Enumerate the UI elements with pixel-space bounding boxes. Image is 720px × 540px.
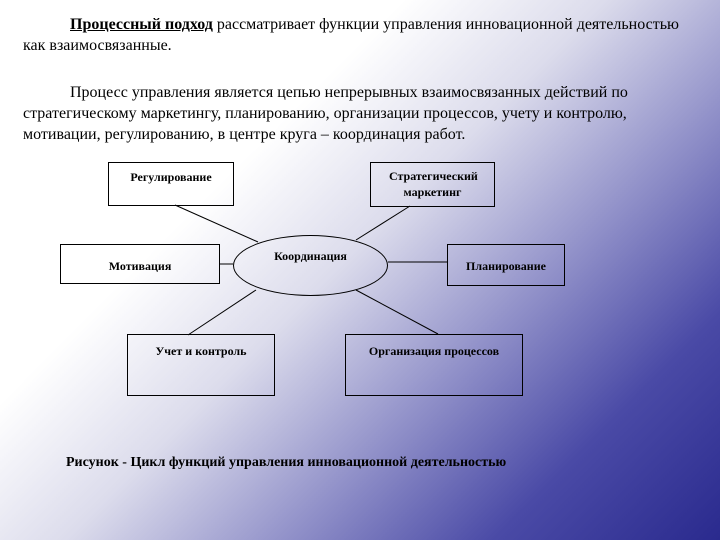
box-accounting-control [127,334,275,396]
figure-caption: Рисунок - Цикл функций управления инновационной деятельностью [66,455,507,470]
box-process-organization [345,334,523,396]
label-accounting-control: Учет и контроль [155,344,247,358]
connector-process-organization [356,290,438,334]
label-coordination: Координация [274,249,347,263]
connector-accounting-control [188,290,256,335]
label-process-organization: Организация процессов [368,344,500,358]
label-motivation: Мотивация [108,259,172,273]
box-planning [447,244,565,286]
box-regulation [108,162,234,206]
box-motivation [60,244,220,284]
box-strategic-marketing [370,162,495,207]
connector-regulation [175,205,258,242]
label-planning: Планирование [466,259,546,273]
center-coordination [233,235,388,296]
intro-rest: рассматривает функции управления инновационной деятельностью как взаимосвязанные. [23,16,679,54]
connector-strategic-marketing [356,206,410,240]
label-regulation: Регулирование [130,170,212,184]
label-strategic-marketing: Стратегический маркетинг [389,169,478,199]
process-text: Процесс управления является цепью непрерывных взаимосвязанных действий по стратегическому маркетингу, планированию, организации процессов, учету и контролю, мотивации, регулированию, в центре круга – координация работ. [23,84,628,143]
intro-term: Процессный подход [70,16,213,33]
